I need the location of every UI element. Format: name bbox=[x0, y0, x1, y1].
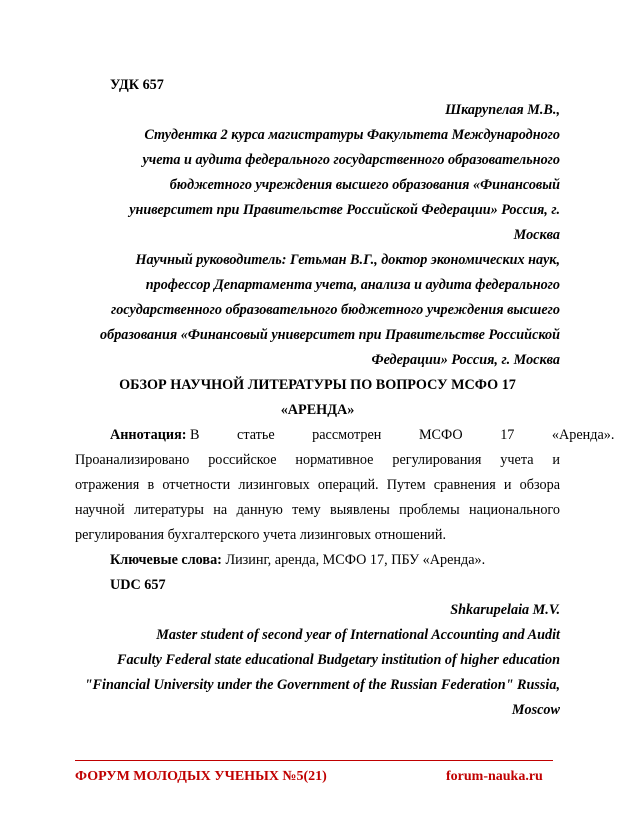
article-title-line1: ОБЗОР НАУЧНОЙ ЛИТЕРАТУРЫ ПО ВОПРОСУ МСФО 17 bbox=[119, 377, 516, 393]
advisor-line-ru: Научный руководитель: Гетьман В.Г., доктор экономических наук, bbox=[135, 252, 560, 268]
footer-rule bbox=[75, 760, 553, 761]
affiliation-line-ru: Студентка 2 курса магистратуры Факультета Международного bbox=[144, 127, 560, 143]
article-title-line2: «АРЕНДА» bbox=[280, 402, 355, 418]
udc-en: UDC 657 bbox=[110, 577, 166, 593]
annotation-line: Проанализировано российское нормативное регулирования учета и bbox=[75, 452, 560, 468]
annotation-line: регулирования бухгалтерского учета лизинговых отношений. bbox=[75, 527, 447, 543]
annotation-label: Аннотация: bbox=[110, 427, 187, 443]
affiliation-line-en: Moscow bbox=[511, 702, 560, 718]
advisor-line-ru: профессор Департамента учета, анализа и аудита федерального bbox=[145, 277, 560, 293]
affiliation-line-en: Faculty Federal state educational Budgetary institution of higher education bbox=[117, 652, 560, 668]
author-name-ru: Шкарупелая М.В., bbox=[445, 102, 560, 118]
affiliation-line-ru: бюджетного учреждения высшего образования «Финансовый bbox=[169, 177, 560, 193]
footer-site-link[interactable]: forum-nauka.ru bbox=[446, 769, 543, 784]
author-name-en: Shkarupelaia M.V. bbox=[450, 602, 560, 618]
annotation-first-text: В статье рассмотрен МСФО 17 «Аренда». bbox=[190, 427, 615, 443]
keywords-label: Ключевые слова: bbox=[110, 552, 222, 568]
annotation-first-line bbox=[110, 426, 615, 444]
annotation-line: научной литературы на данную тему выявлены проблемы национального bbox=[75, 502, 560, 518]
keywords bbox=[110, 551, 485, 569]
affiliation-line-ru: учета и аудита федерального государственного образовательного bbox=[142, 152, 560, 168]
footer-journal: ФОРУМ МОЛОДЫХ УЧЕНЫХ №5(21) bbox=[75, 769, 327, 784]
annotation-line: отражения в отчетности лизинговых операций. Путем сравнения и обзора bbox=[75, 477, 560, 493]
udc-ru: УДК 657 bbox=[110, 77, 164, 93]
keywords-text: Лизинг, аренда, МСФО 17, ПБУ «Аренда». bbox=[221, 552, 486, 568]
affiliation-line-en: Master student of second year of International Accounting and Audit bbox=[156, 627, 560, 643]
affiliation-line-ru: университет при Правительстве Российской Федерации» Россия, г. bbox=[129, 202, 560, 218]
affiliation-line-ru: Москва bbox=[513, 227, 560, 243]
advisor-line-ru: Федерации» Россия, г. Москва bbox=[371, 352, 560, 368]
affiliation-line-en: "Financial University under the Government of the Russian Federation" Russia, bbox=[84, 677, 560, 693]
advisor-line-ru: образования «Финансовый университет при Правительстве Российской bbox=[100, 327, 560, 343]
advisor-line-ru: государственного образовательного бюджетного учреждения высшего bbox=[110, 302, 560, 318]
